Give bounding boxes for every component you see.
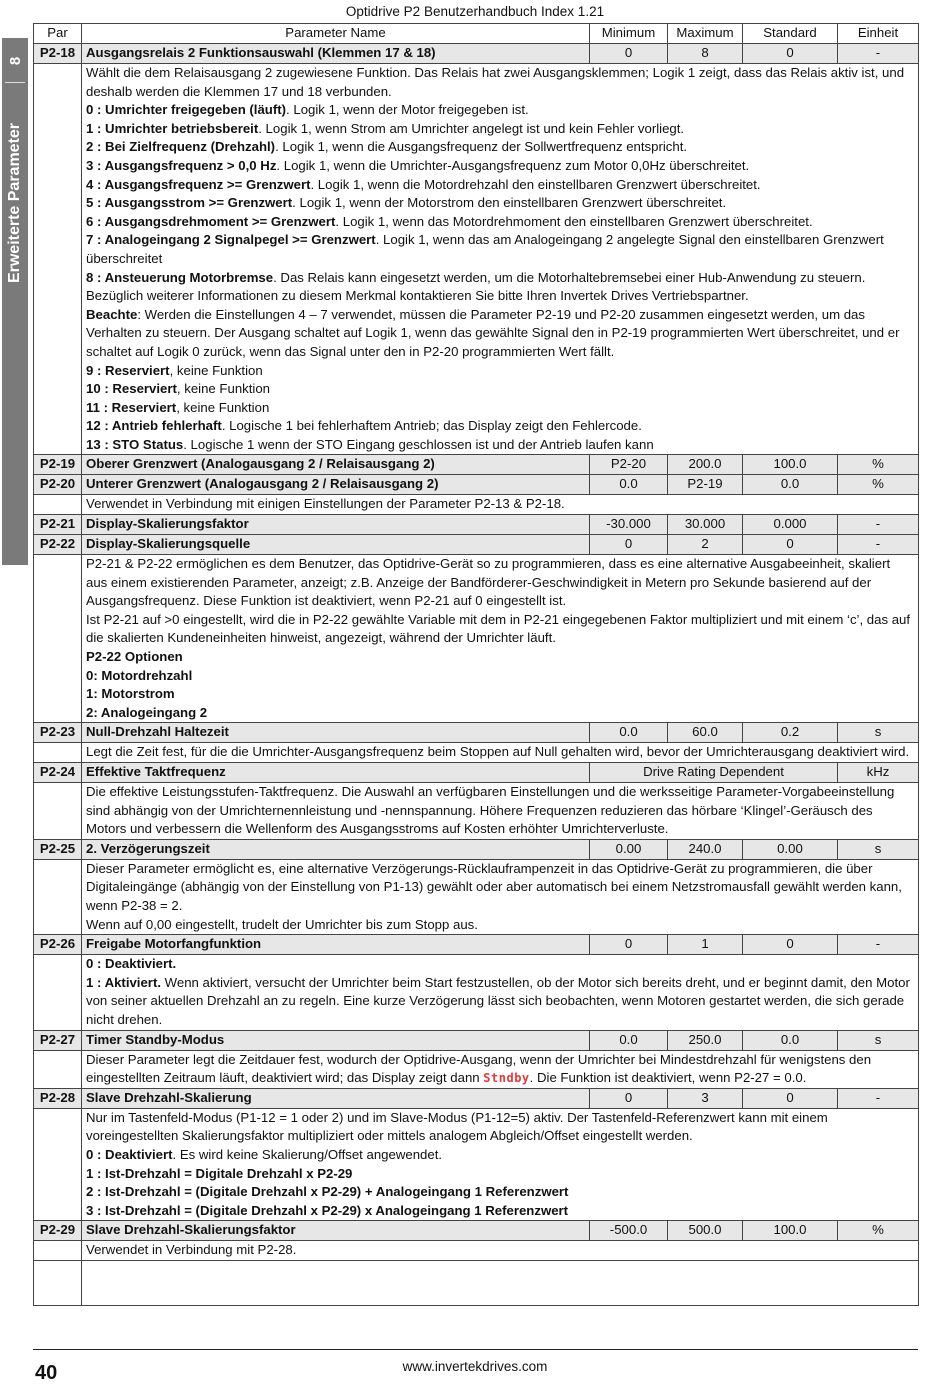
option-line: 6 : Ausgangsdrehmoment >= Grenzwert. Logik 1, wenn das Motordrehmoment den einstellbaren Grenzwert überschreitet. bbox=[86, 213, 813, 229]
desc-text: P2-21 & P2-22 ermöglichen es dem Benutzer, das Optidrive-Gerät so zu programmieren, dass es eine alternative Ausgabeeinheit, skaliert aus einem existierenden Parameter, anzeigt; z.B. Anzeige der Bandförderer-Geschwindigkeit in Metern pro Sekunde basierend auf der Ausgangsfrequenz. Diese Funktion ist deaktiviert, wenn P2-21 auf 0 eingestellt ist. bbox=[86, 556, 891, 609]
param-row-p2-25 bbox=[34, 839, 919, 859]
option-line: 11 : Reserviert, keine Funktion bbox=[86, 399, 270, 415]
option-line: 4 : Ausgangsfrequenz >= Grenzwert. Logik 1, wenn die Motordrehzahl den einstellbaren Grenzwert überschreitet. bbox=[86, 176, 761, 192]
param-max: 60.0 bbox=[668, 723, 743, 743]
param-max: 30.000 bbox=[668, 515, 743, 535]
param-name: Timer Standby-Modus bbox=[82, 1030, 590, 1050]
param-row-p2-20 bbox=[34, 475, 919, 495]
param-id: P2-23 bbox=[34, 723, 82, 743]
param-name: Effektive Taktfrequenz bbox=[82, 763, 590, 783]
desc-text: Wenn auf 0,00 eingestellt, trudelt der Umrichter bis zum Stopp aus. bbox=[86, 916, 478, 932]
param-name: Ausgangsrelais 2 Funktionsauswahl (Klemmen 17 & 18) bbox=[82, 44, 590, 64]
param-desc-row-p2-24 bbox=[34, 783, 919, 840]
param-id: P2-20 bbox=[34, 475, 82, 495]
param-unit: - bbox=[838, 1088, 919, 1108]
param-unit: s bbox=[838, 1030, 919, 1050]
chapter-label: Erweiterte Parameter bbox=[6, 122, 23, 284]
param-unit: % bbox=[838, 475, 919, 495]
param-name: Oberer Grenzwert (Analogausgang 2 / Relaisausgang 2) bbox=[82, 455, 590, 475]
param-min: 0.0 bbox=[590, 1030, 668, 1050]
param-min: 0 bbox=[590, 44, 668, 64]
table-header-row bbox=[34, 24, 919, 44]
param-default: 0 bbox=[743, 1088, 838, 1108]
param-id: P2-26 bbox=[34, 935, 82, 955]
desc-text: Ist P2-21 auf >0 eingestellt, wird die in P2-22 gewählte Variable mit dem in P2-21 eingegebenen Faktor multipliziert und mit einem ‘c’, das auf die skalierten Kundeneinheiten hinweist, angezeigt, während der Umrichter läuft. bbox=[86, 611, 911, 646]
col-header-par: Par bbox=[34, 24, 82, 44]
param-description bbox=[82, 783, 919, 840]
chapter-side-tab bbox=[2, 38, 28, 565]
option-line: 2: Analogeingang 2 bbox=[86, 704, 208, 720]
option-line: 12 : Antrieb fehlerhaft. Logische 1 bei fehlerhaftem Antrieb; das Display zeigt den Fehlercode. bbox=[86, 418, 642, 434]
param-description bbox=[82, 743, 919, 763]
param-default: 0 bbox=[743, 44, 838, 64]
param-max: 250.0 bbox=[668, 1030, 743, 1050]
param-description bbox=[82, 955, 919, 1030]
col-header-name: Parameter Name bbox=[82, 24, 590, 44]
param-name: Slave Drehzahl-Skalierungsfaktor bbox=[82, 1221, 590, 1241]
note-line: Beachte: Werden die Einstellungen 4 – 7 verwendet, müssen die Parameter P2-19 und P2-20 zusammen eingesetzt werden, um das Verhalten zu steuern. Der Ausgang schaltet auf Logik 1, wenn das gewählte Signal den in P2-19 programmierten Wert überschreitet, und er schaltet auf Logik 0 zurück, wenn das Signal unter den in P2-20 programmierten Wert fällt. bbox=[86, 306, 900, 359]
param-description bbox=[82, 64, 919, 455]
document-title: Optidrive P2 Benutzerhandbuch Index 1.21 bbox=[345, 4, 605, 19]
desc-text: Legt die Zeit fest, für die die Umrichter-Ausgangsfrequenz beim Stoppen auf Null gehalten wird, bevor der Umrichterausgang deaktiviert wird. bbox=[86, 744, 910, 760]
param-row-p2-26 bbox=[34, 935, 919, 955]
option-line: 3 : Ist-Drehzahl = (Digitale Drehzahl x P2-29) x Analogeingang 1 Referenzwert bbox=[86, 1202, 569, 1218]
desc-text: Verwendet in Verbindung mit P2-28. bbox=[86, 1242, 297, 1258]
option-line: 1 : Aktiviert. Wenn aktiviert, versucht der Umrichter beim Start festzustellen, ob der Motor sich bereits dreht, und er beginnt damit, den Motor von seiner aktuellen Drehzahl an zu regeln. Eine kurze Verzögerung lässt sich beobachten, wenn Motoren gestartet werden, die sich gerade nicht drehen. bbox=[86, 974, 910, 1027]
param-name: Display-Skalierungsfaktor bbox=[82, 515, 590, 535]
param-name: Null-Drehzahl Haltezeit bbox=[82, 723, 590, 743]
param-min: 0 bbox=[590, 935, 668, 955]
param-max: 8 bbox=[668, 44, 743, 64]
param-default: 100.0 bbox=[743, 1221, 838, 1241]
page-number: 40 bbox=[35, 1362, 58, 1384]
chapter-label-box bbox=[2, 88, 28, 318]
param-max: P2-19 bbox=[668, 475, 743, 495]
option-line: 8 : Ansteuerung Motorbremse. Das Relais kann eingesetzt werden, um die Motorhaltebremsebei einer Hub-Anwendung zu steuern. Bezüglich weiterer Informationen zu diesem Merkmal kontaktieren Sie bitte Ihren Invertek Drives Vertriebspartner. bbox=[86, 269, 866, 304]
options-title: P2-22 Optionen bbox=[86, 649, 183, 665]
param-desc-row-p2-25 bbox=[34, 859, 919, 934]
side-tab-divider bbox=[5, 82, 25, 83]
param-range: Drive Rating Dependent bbox=[590, 763, 838, 783]
param-desc-row-p2-18 bbox=[34, 64, 919, 455]
footer-website: www.invertekdrives.com bbox=[402, 1359, 548, 1374]
param-name: Display-Skalierungsquelle bbox=[82, 535, 590, 555]
param-desc-row-p2-20 bbox=[34, 495, 919, 515]
param-id: P2-21 bbox=[34, 515, 82, 535]
option-line: 9 : Reserviert, keine Funktion bbox=[86, 362, 263, 378]
desc-text: Wählt die dem Relaisausgang 2 zugewiesene Funktion. Das Relais hat zwei Ausgangsklemmen; Logik 1 zeigt, dass das Relais aktiv ist, und deshalb werden die Klemmen 17 und 18 verbunden. bbox=[86, 65, 905, 99]
param-default: 0.00 bbox=[743, 839, 838, 859]
param-desc-row-p2-28 bbox=[34, 1108, 919, 1221]
param-id: P2-29 bbox=[34, 1221, 82, 1241]
param-row-p2-21 bbox=[34, 515, 919, 535]
param-unit: % bbox=[838, 455, 919, 475]
option-line: 0 : Deaktiviert. Es wird keine Skalierung/Offset angewendet. bbox=[86, 1146, 443, 1162]
option-line: 1 : Ist-Drehzahl = Digitale Drehzahl x P2-29 bbox=[86, 1165, 353, 1181]
option-line: 1: Motorstrom bbox=[86, 686, 175, 702]
desc-text: Verwendet in Verbindung mit einigen Einstellungen der Parameter P2-13 & P2-18. bbox=[86, 496, 565, 512]
param-min: 0.00 bbox=[590, 839, 668, 859]
param-default: 0 bbox=[743, 535, 838, 555]
param-unit: % bbox=[838, 1221, 919, 1241]
param-unit: kHz bbox=[838, 763, 919, 783]
col-header-default: Standard bbox=[743, 24, 838, 44]
param-desc-row-p2-26 bbox=[34, 955, 919, 1030]
param-max: 240.0 bbox=[668, 839, 743, 859]
param-max: 2 bbox=[668, 535, 743, 555]
param-id: P2-28 bbox=[34, 1088, 82, 1108]
option-line: 0: Motordrehzahl bbox=[86, 667, 193, 683]
option-line: 0 : Deaktiviert. bbox=[86, 956, 177, 972]
param-min: -30.000 bbox=[590, 515, 668, 535]
option-line: 10 : Reserviert, keine Funktion bbox=[86, 381, 271, 397]
param-max: 200.0 bbox=[668, 455, 743, 475]
desc-text: Dieser Parameter ermöglicht es, eine alternative Verzögerungs-Rücklauframpenzeit in das Optidrive-Gerät zu programmieren, die über Digitaleingänge (abhängig von der Einstellung von P1-13) gewählt oder aber automatisch bei einem Netzstromausfall gewählt werden kann, wenn P2-38 = 2. bbox=[86, 860, 902, 913]
param-description bbox=[82, 1108, 919, 1221]
footer-rule bbox=[33, 1349, 918, 1350]
param-description bbox=[82, 859, 919, 934]
param-desc-row-p2-29 bbox=[34, 1241, 919, 1261]
option-line: 2 : Bei Zielfrequenz (Drehzahl). Logik 1, wenn die Ausgangsfrequenz der Sollwertfrequenz entspricht. bbox=[86, 139, 688, 155]
option-line: 3 : Ausgangsfrequenz > 0,0 Hz. Logik 1, wenn die Umrichter-Ausgangsfrequenz zum Motor 0,0Hz überschreitet. bbox=[86, 157, 750, 173]
param-id: P2-18 bbox=[34, 44, 82, 64]
param-unit: - bbox=[838, 515, 919, 535]
param-id: P2-27 bbox=[34, 1030, 82, 1050]
param-description bbox=[82, 1050, 919, 1088]
desc-text: Nur im Tastenfeld-Modus (P1-12 = 1 oder 2) und im Slave-Modus (P1-12=5) aktiv. Der Tastenfeld-Referenzwert kann mit einem voreingestellten Skalierungsfaktor multipliziert oder mittels analogem Abgleich/Offset eingestellt werden. bbox=[86, 1109, 828, 1144]
param-default: 0 bbox=[743, 935, 838, 955]
param-min: 0.0 bbox=[590, 475, 668, 495]
param-description bbox=[82, 495, 919, 515]
col-header-min: Minimum bbox=[590, 24, 668, 44]
param-name: Unterer Grenzwert (Analogausgang 2 / Relaisausgang 2) bbox=[82, 475, 590, 495]
standby-display-text: Stndby bbox=[483, 1071, 530, 1086]
desc-text: Die effektive Leistungsstufen-Taktfrequenz. Die Auswahl an verfügbaren Einstellungen und die werksseitige Parameter-Vorgabeeinstellung sind abhängig von der Umrichternennleistung und -nennspannung. Höhere Frequenzen reduzieren das hörbare ‘Klingel’-Geräusch des Motors und verbessern die Wellenform des Ausgangsstroms auf Kosten erhöhter Umrichterverluste. bbox=[86, 784, 895, 837]
option-line: 13 : STO Status. Logische 1 wenn der STO Eingang geschlossen ist und der Antrieb laufen kann bbox=[86, 436, 654, 452]
param-id: P2-25 bbox=[34, 839, 82, 859]
param-unit: s bbox=[838, 723, 919, 743]
param-description bbox=[82, 555, 919, 723]
col-header-max: Maximum bbox=[668, 24, 743, 44]
param-min: 0 bbox=[590, 1088, 668, 1108]
param-name: Slave Drehzahl-Skalierung bbox=[82, 1088, 590, 1108]
param-row-p2-24 bbox=[34, 763, 919, 783]
param-description bbox=[82, 1241, 919, 1261]
param-max: 3 bbox=[668, 1088, 743, 1108]
param-row-p2-28 bbox=[34, 1088, 919, 1108]
option-line: 7 : Analogeingang 2 Signalpegel >= Grenzwert. Logik 1, wenn das am Analogeingang 2 angelegte Signal den einstellbaren Grenzwert überschreitet bbox=[86, 232, 884, 266]
param-min: P2-20 bbox=[590, 455, 668, 475]
param-unit: - bbox=[838, 535, 919, 555]
param-desc-row-p2-22 bbox=[34, 555, 919, 723]
param-min: 0.0 bbox=[590, 723, 668, 743]
param-desc-row-p2-27 bbox=[34, 1050, 919, 1088]
option-line: 2 : Ist-Drehzahl = (Digitale Drehzahl x P2-29) + Analogeingang 1 Referenzwert bbox=[86, 1184, 569, 1200]
param-row-p2-22 bbox=[34, 535, 919, 555]
param-id: P2-19 bbox=[34, 455, 82, 475]
param-default: 0.000 bbox=[743, 515, 838, 535]
param-default: 100.0 bbox=[743, 455, 838, 475]
param-min: -500.0 bbox=[590, 1221, 668, 1241]
param-default: 0.0 bbox=[743, 1030, 838, 1050]
param-row-p2-27 bbox=[34, 1030, 919, 1050]
param-desc-row-p2-23 bbox=[34, 743, 919, 763]
table-filler-row bbox=[34, 1260, 919, 1305]
param-name: 2. Verzögerungszeit bbox=[82, 839, 590, 859]
param-default: 0.2 bbox=[743, 723, 838, 743]
param-min: 0 bbox=[590, 535, 668, 555]
param-id: P2-24 bbox=[34, 763, 82, 783]
param-row-p2-23 bbox=[34, 723, 919, 743]
parameter-table bbox=[33, 23, 919, 1306]
param-max: 1 bbox=[668, 935, 743, 955]
desc-text: Dieser Parameter legt die Zeitdauer fest, wodurch der Optidrive-Ausgang, wenn der Umrichter bei Mindestdrehzahl für wenigstens den eingestellten Zeitraum läuft, deaktiviert wird; das Display zeigt dann Stndby. Die Funktion ist deaktiviert, wenn P2-27 = 0.0. bbox=[86, 1051, 872, 1086]
param-default: 0.0 bbox=[743, 475, 838, 495]
param-name: Freigabe Motorfangfunktion bbox=[82, 935, 590, 955]
option-line: 1 : Umrichter betriebsbereit. Logik 1, wenn Strom am Umrichter angelegt ist und kein Fehler vorliegt. bbox=[86, 120, 685, 136]
col-header-unit: Einheit bbox=[838, 24, 919, 44]
param-row-p2-19 bbox=[34, 455, 919, 475]
param-row-p2-29 bbox=[34, 1221, 919, 1241]
param-unit: s bbox=[838, 839, 919, 859]
param-unit: - bbox=[838, 44, 919, 64]
param-id: P2-22 bbox=[34, 535, 82, 555]
param-row-p2-18 bbox=[34, 44, 919, 64]
param-max: 500.0 bbox=[668, 1221, 743, 1241]
option-line: 0 : Umrichter freigegeben (läuft). Logik 1, wenn der Motor freigegeben ist. bbox=[86, 102, 529, 118]
param-unit: - bbox=[838, 935, 919, 955]
chapter-number: 8 bbox=[6, 56, 24, 66]
option-line: 5 : Ausgangsstrom >= Grenzwert. Logik 1, wenn der Motorstrom den einstellbaren Grenzwert überschreitet. bbox=[86, 195, 727, 211]
